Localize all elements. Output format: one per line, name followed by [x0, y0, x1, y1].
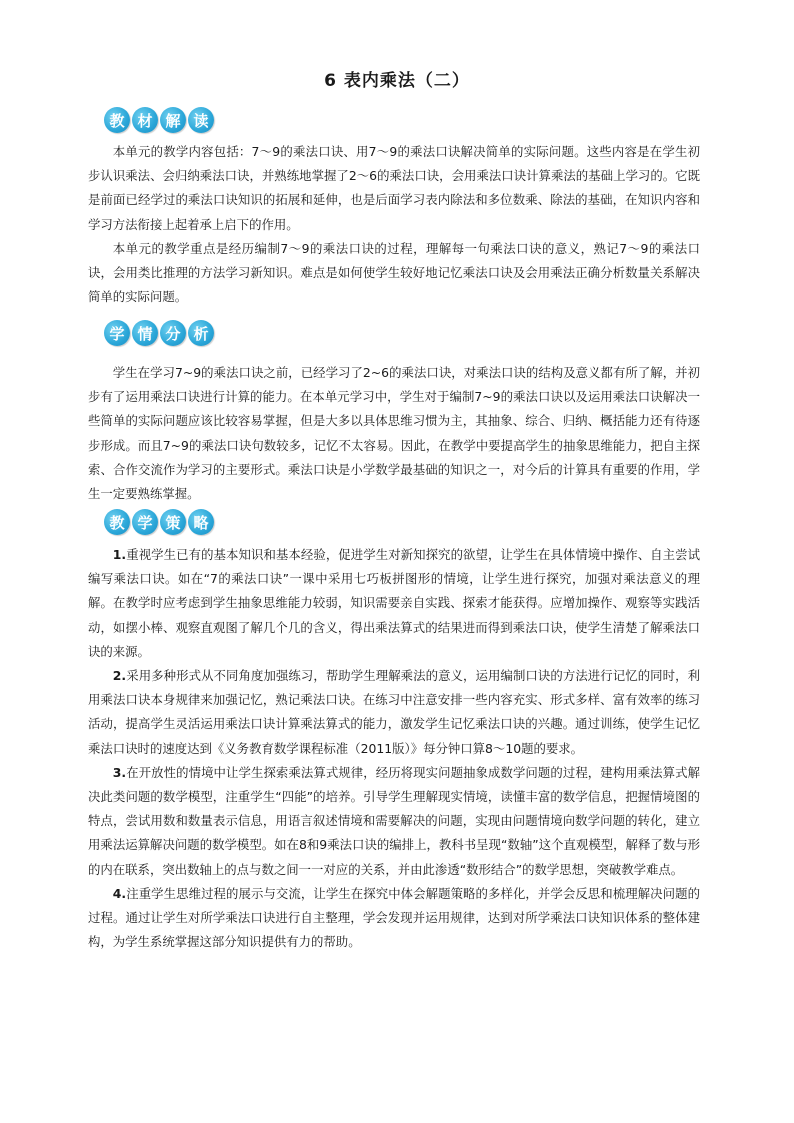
paragraph-text: 注重学生思维过程的展示与交流，让学生在探究中体会解题策略的多样化，并学会反思和梳理解决问题的过程。通过让学生对所学乘法口诀进行自主整理，学会发现并运用规律，达到对所学乘法口诀知识体系的整体建构，为学生系统掌握这部分知识提供有力的帮助。	[88, 885, 700, 950]
heading-char: 解	[160, 107, 186, 133]
heading-char: 读	[188, 107, 214, 133]
section-heading-textbook-analysis	[104, 107, 214, 135]
section-heading-teaching-strategy	[104, 509, 214, 537]
paragraph-number: 3.	[112, 764, 127, 780]
heading-char: 教	[104, 107, 130, 133]
numbered-paragraph	[88, 664, 700, 761]
numbered-paragraph	[88, 882, 700, 955]
paragraph: 本单元的教学内容包括：7～9的乘法口诀、用7～9的乘法口诀解决简单的实际问题。这些内容是在学生初步认识乘法、会归纳乘法口诀，并熟练地掌握了2～6的乘法口诀，会用乘法口诀计算乘法的基础上学习的。它既是前面已经学过的乘法口诀知识的拓展和延伸，也是后面学习表内除法和多位数乘、除法的基础，在知识内容和学习方法衔接上起着承上启下的作用。	[88, 144, 700, 232]
heading-char: 教	[104, 509, 130, 535]
section-body-textbook-analysis	[88, 140, 700, 309]
heading-char: 分	[160, 320, 186, 346]
heading-char: 学	[104, 320, 130, 346]
heading-char: 略	[188, 509, 214, 535]
numbered-paragraph	[88, 543, 700, 664]
heading-char: 材	[132, 107, 158, 133]
heading-char: 情	[132, 320, 158, 346]
page-title: 6 表内乘法（二）	[324, 71, 470, 91]
paragraph: 学生在学习7~9的乘法口诀之前，已经学习了2~6的乘法口诀，对乘法口诀的结构及意义都有所了解，并初步有了运用乘法口诀进行计算的能力。在本单元学习中，学生对于编制7~9的乘法口诀以及运用乘法口诀解决一些简单的实际问题应该比较容易掌握，但是大多以具体思维习惯为主，其抽象、综合、归纳、概括能力还有待逐步形成。而且7~9的乘法口诀句数较多，记忆不太容易。因此，在教学中要提高学生的抽象思维能力，把自主探索、合作交流作为学习的主要形式。乘法口诀是小学数学最基础的知识之一，对今后的计算具有重要的作用，学生一定要熟练掌握。	[88, 365, 700, 502]
paragraph-number: 2.	[112, 668, 127, 684]
paragraph-text: 重视学生已有的基本知识和基本经验，促进学生对新知探究的欲望，让学生在具体情境中操作、自主尝试编写乘法口诀。如在“7的乘法口诀”一课中采用七巧板拼图形的情境，让学生进行探究，加强对乘法意义的理解。在教学时应考虑到学生抽象思维能力较弱，知识需要亲自实践、探索才能获得。应增加操作、观察等实践活动，如摆小棒、观察直观图了解几个几的含义，得出乘法算式的结果进而得到乘法口诀，使学生清楚了解乘法口诀的来源。	[88, 547, 700, 659]
heading-char: 策	[160, 509, 186, 535]
paragraph-text: 采用多种形式从不同角度加强练习，帮助学生理解乘法的意义，运用编制口诀的方法进行记忆的同时，利用乘法口诀本身规律来加强记忆，熟记乘法口诀。在练习中注意安排一些内容充实、形式多样、富有效率的练习活动，提高学生灵活运用乘法口诀计算乘法算式的能力，激发学生记忆乘法口诀的兴趣。通过训练，使学生记忆乘法口诀时的速度达到《义务教育数学课程标准（2011版）》每分钟口算8～10题的要求。	[88, 668, 700, 756]
paragraph: 本单元的教学重点是经历编制7～9的乘法口诀的过程，理解每一句乘法口诀的意义，熟记7～9的乘法口诀，会用类比推理的方法学习新知识。难点是如何使学生较好地记忆乘法口诀及会用乘法正确分析数量关系解决简单的实际问题。	[88, 240, 700, 305]
paragraph-number: 1.	[112, 547, 127, 562]
paragraph-number: 4.	[112, 885, 127, 901]
heading-char: 析	[188, 320, 214, 346]
heading-char: 学	[132, 509, 158, 535]
paragraph-text: 在开放性的情境中让学生探索乘法算式规律，经历将现实问题抽象成数学问题的过程，建构用乘法算式解决此类问题的数学模型，注重学生“四能”的培养。引导学生理解现实情境，读懂丰富的数学信息，把握情境图的特点，尝试用数和数量表示信息，用语言叙述情境和需要解决的问题，实现由问题情境向数学问题的转化，建立用乘法运算解决问题的数学模型。如在8和9乘法口诀的编排上，教科书呈现“数轴”这个直观模型，解释了数与形的内在联系，突出数轴上的点与数之间一一对应的关系，并由此渗透“数形结合”的数学思想，突破教学难点。	[88, 764, 700, 877]
section-body-teaching-strategy	[88, 543, 700, 954]
section-heading-student-analysis	[104, 320, 214, 348]
numbered-paragraph	[88, 761, 700, 882]
section-body-student-analysis	[88, 361, 700, 506]
